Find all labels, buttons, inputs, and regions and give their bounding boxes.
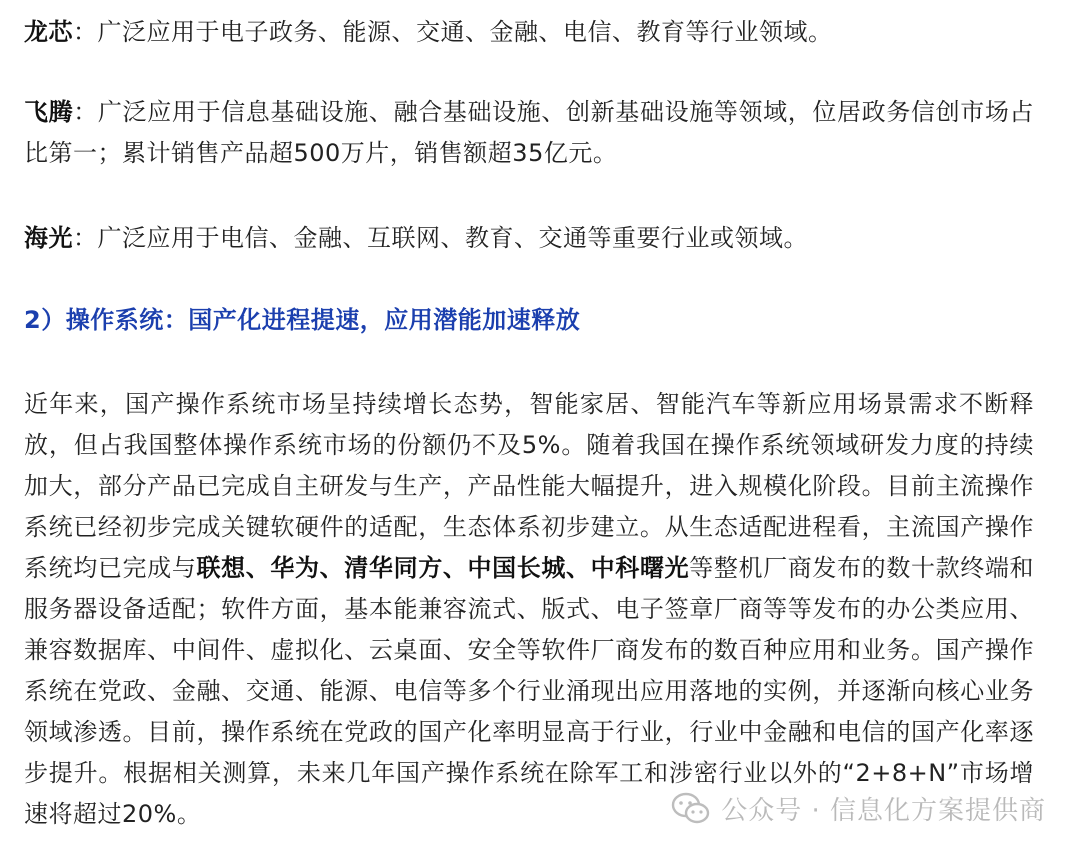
- section-heading: 2）操作系统：国产化进程提速，应用潜能加速释放: [24, 306, 581, 334]
- paragraph-haiguang: [24, 218, 1034, 259]
- wechat-icon: [671, 792, 711, 826]
- vendor-list: 联想、华为、清华同方、中国长城、中科曙光: [196, 554, 690, 582]
- vendor-name-haiguang: 海光: [24, 224, 73, 252]
- paragraph-text: ：广泛应用于信息基础设施、融合基础设施、创新基础设施等领域，位居政务信创市场占比第一；累计销售产品超500万片，销售额超35亿元。: [24, 98, 1035, 167]
- watermark-text: 公众号 · 信息化方案提供商: [721, 796, 1046, 826]
- paragraph-text: ：广泛应用于电子政务、能源、交通、金融、电信、教育等行业领域。: [73, 18, 833, 46]
- paragraph-text: ：广泛应用于电信、金融、互联网、教育、交通等重要行业或领域。: [73, 224, 808, 252]
- paragraph-feiteng: [24, 92, 1034, 174]
- vendor-name-longxin: 龙芯: [24, 18, 73, 46]
- vendor-name-feiteng: 飞腾: [24, 98, 74, 126]
- watermark: [671, 790, 1046, 827]
- paragraph-text-part2: 等整机厂商发布的数十款终端和服务器设备适配；软件方面，基本能兼容流式、版式、电子签章厂商等等发布的办公类应用、兼容数据库、中间件、虚拟化、云桌面、安全等软件厂商发布的数百种应用和业务。国产操作系统在党政、金融、交通、能源、电信等多个行业涌现出应用落地的实例，并逐渐向核心业务领域渗透。目前，操作系统在党政的国产化率明显高于行业，行业中金融和电信的国产化率逐步提升。根据相关测算，未来几年国产操作系统在除军工和涉密行业以外的“2+8+N”市场增速将超过20%。: [24, 554, 1035, 828]
- paragraph-longxin: [24, 12, 1034, 53]
- paragraph-os: [24, 384, 1034, 835]
- paragraph-text-part1: 近年来，国产操作系统市场呈持续增长态势，智能家居、智能汽车等新应用场景需求不断释放，但占我国整体操作系统市场的份额仍不及5%。随着我国在操作系统领域研发力度的持续加大，部分产品已完成自主研发与生产，产品性能大幅提升，进入规模化阶段。目前主流操作系统已经初步完成关键软硬件的适配，生态体系初步建立。从生态适配进程看，主流国产操作系统均已完成与: [24, 390, 1034, 582]
